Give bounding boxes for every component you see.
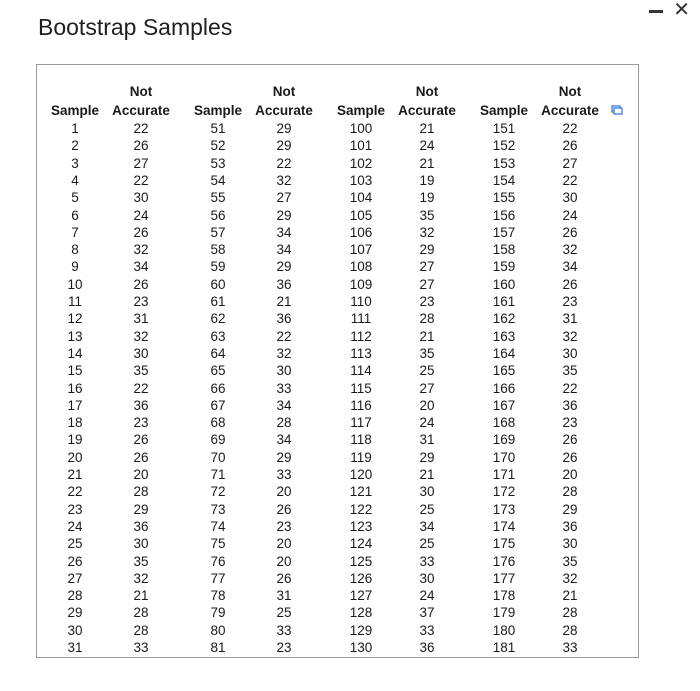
not-accurate-value: 30: [562, 345, 578, 361]
sample-number: 77: [210, 570, 226, 586]
sample-number: 100: [349, 121, 373, 136]
sample-number: 111: [350, 311, 372, 327]
not-accurate-value: 32: [562, 570, 578, 586]
sample-number: 180: [492, 622, 516, 638]
sample-number: 110: [350, 294, 372, 309]
not-accurate-value: 20: [419, 397, 435, 413]
sample-number: 6: [71, 207, 79, 223]
not-accurate-value: 23: [562, 294, 578, 309]
not-accurate-value: 32: [276, 172, 292, 188]
column-header-accurate: Accurate: [398, 103, 456, 118]
not-accurate-value: 23: [419, 294, 435, 309]
sample-number: 62: [210, 311, 226, 327]
not-accurate-value: 30: [133, 536, 149, 552]
bootstrap-samples-table: [36, 64, 639, 658]
not-accurate-value: 29: [419, 449, 435, 465]
sample-number: 76: [210, 553, 226, 569]
sample-number: 113: [350, 345, 372, 361]
not-accurate-value: 24: [419, 415, 435, 431]
not-accurate-value: 32: [562, 328, 578, 344]
sample-number: 114: [350, 363, 372, 379]
sample-number: 25: [67, 536, 83, 552]
not-accurate-value: 26: [133, 449, 149, 465]
sample-number: 12: [67, 311, 83, 327]
sample-number: 65: [210, 363, 226, 379]
sample-number: 69: [210, 432, 226, 448]
not-accurate-value: 24: [419, 588, 435, 604]
not-accurate-value: 31: [562, 311, 578, 327]
not-accurate-value: 26: [133, 276, 149, 292]
sample-number: 162: [492, 311, 516, 327]
not-accurate-value: 31: [419, 432, 435, 448]
sample-number: 102: [349, 155, 373, 171]
sample-number: 117: [350, 415, 372, 431]
not-accurate-value: 22: [562, 121, 578, 136]
sample-number: 81: [210, 640, 226, 655]
sample-number: 158: [492, 242, 516, 258]
not-accurate-value: 27: [419, 380, 435, 396]
not-accurate-value: 22: [562, 380, 578, 396]
sample-number: 8: [71, 242, 79, 258]
not-accurate-value: 19: [419, 190, 435, 206]
sample-number: 70: [210, 449, 226, 465]
sample-number: 151: [492, 121, 516, 136]
not-accurate-value: 26: [276, 570, 292, 586]
not-accurate-value: 23: [133, 294, 149, 309]
not-accurate-value: 21: [562, 588, 578, 604]
not-accurate-value: 30: [562, 190, 578, 206]
sample-number: 172: [492, 484, 516, 500]
not-accurate-value: 36: [133, 397, 149, 413]
not-accurate-value: 25: [419, 536, 435, 552]
not-accurate-value: 29: [133, 501, 149, 517]
sample-number: 153: [492, 155, 516, 171]
sample-number: 118: [350, 432, 372, 448]
sample-number: 165: [492, 363, 516, 379]
sample-number: 53: [210, 155, 226, 171]
not-accurate-value: 26: [562, 138, 578, 154]
not-accurate-value: 22: [276, 328, 292, 344]
not-accurate-value: 36: [419, 640, 435, 655]
column-header-sample: Sample: [193, 103, 243, 118]
sample-number: 52: [210, 138, 226, 154]
copy-icon[interactable]: [611, 105, 623, 115]
not-accurate-value: 32: [133, 242, 149, 258]
sample-number: 19: [67, 432, 83, 448]
sample-number: 171: [492, 467, 516, 482]
sample-number: 128: [349, 605, 373, 621]
sample-number: 159: [492, 259, 516, 275]
sample-number: 101: [349, 138, 373, 154]
sample-number: 13: [67, 328, 83, 344]
not-accurate-value: 21: [419, 328, 435, 344]
sample-number: 58: [210, 242, 226, 258]
not-accurate-value: 28: [562, 605, 578, 621]
sample-number: 67: [210, 397, 226, 413]
window-controls: [649, 0, 690, 20]
sample-number: 71: [210, 467, 226, 482]
sample-number: 31: [67, 640, 83, 655]
column-header-not: Not: [415, 84, 439, 99]
not-accurate-value: 35: [133, 363, 149, 379]
sample-number: 106: [349, 224, 373, 240]
not-accurate-value: 26: [276, 501, 292, 517]
sample-number: 64: [210, 345, 226, 361]
sample-number: 156: [492, 207, 516, 223]
not-accurate-value: 33: [562, 640, 578, 655]
sample-number: 152: [492, 138, 516, 154]
not-accurate-value: 31: [133, 311, 149, 327]
not-accurate-value: 33: [133, 640, 149, 655]
not-accurate-value: 32: [276, 345, 292, 361]
sample-number: 108: [349, 259, 373, 275]
sample-number: 74: [210, 518, 226, 534]
not-accurate-value: 26: [133, 432, 149, 448]
not-accurate-value: 27: [276, 190, 292, 206]
not-accurate-value: 29: [276, 138, 292, 154]
sample-number: 167: [492, 397, 516, 413]
not-accurate-value: 20: [276, 484, 292, 500]
sample-number: 17: [67, 397, 83, 413]
not-accurate-value: 22: [133, 380, 149, 396]
not-accurate-value: 35: [419, 345, 435, 361]
not-accurate-value: 33: [276, 380, 292, 396]
sample-number: 29: [67, 605, 83, 621]
sample-number: 22: [67, 484, 83, 500]
sample-number: 179: [492, 605, 516, 621]
sample-number: 166: [492, 380, 516, 396]
not-accurate-value: 27: [419, 259, 435, 275]
not-accurate-value: 34: [133, 259, 149, 275]
not-accurate-value: 22: [133, 121, 149, 136]
close-icon[interactable]: ✕: [673, 0, 690, 21]
sample-number: 161: [492, 294, 516, 309]
sample-number: 115: [350, 380, 372, 396]
column-header-not: Not: [558, 84, 582, 99]
not-accurate-value: 22: [562, 172, 578, 188]
not-accurate-value: 35: [419, 207, 435, 223]
sample-number: 177: [492, 570, 516, 586]
sample-number: 170: [492, 449, 516, 465]
column-header-sample: Sample: [479, 103, 529, 118]
not-accurate-value: 20: [276, 553, 292, 569]
sample-number: 121: [349, 484, 373, 500]
not-accurate-value: 22: [276, 155, 292, 171]
not-accurate-value: 29: [562, 501, 578, 517]
not-accurate-value: 23: [276, 518, 292, 534]
sample-number: 127: [349, 588, 373, 604]
not-accurate-value: 28: [562, 622, 578, 638]
not-accurate-value: 26: [562, 449, 578, 465]
not-accurate-value: 29: [276, 207, 292, 223]
column-header-accurate: Accurate: [112, 103, 170, 118]
column-header-accurate: Accurate: [255, 103, 313, 118]
sample-number: 168: [492, 415, 516, 431]
not-accurate-value: 19: [419, 172, 435, 188]
not-accurate-value: 33: [419, 622, 435, 638]
sample-number: 20: [67, 449, 83, 465]
sample-number: 104: [349, 190, 373, 206]
not-accurate-value: 28: [562, 484, 578, 500]
not-accurate-value: 26: [562, 432, 578, 448]
not-accurate-value: 25: [419, 363, 435, 379]
not-accurate-value: 25: [276, 605, 292, 621]
sample-number: 1: [71, 121, 79, 136]
sample-number: 16: [67, 380, 83, 396]
sample-number: 73: [210, 501, 226, 517]
sample-number: 7: [71, 224, 79, 240]
not-accurate-value: 33: [419, 553, 435, 569]
not-accurate-value: 36: [276, 276, 292, 292]
not-accurate-value: 24: [133, 207, 149, 223]
not-accurate-value: 26: [133, 138, 149, 154]
not-accurate-value: 31: [276, 588, 292, 604]
sample-number: 129: [349, 622, 373, 638]
sample-number: 9: [71, 259, 79, 275]
column-header-not: Not: [129, 84, 153, 99]
not-accurate-value: 27: [562, 155, 578, 171]
not-accurate-value: 23: [562, 415, 578, 431]
sample-number: 68: [210, 415, 226, 431]
column-header-not: Not: [272, 84, 296, 99]
not-accurate-value: 35: [562, 553, 578, 569]
not-accurate-value: 28: [133, 605, 149, 621]
sample-number: 72: [210, 484, 226, 500]
sample-number: 181: [492, 640, 516, 655]
not-accurate-value: 23: [133, 415, 149, 431]
not-accurate-value: 21: [419, 121, 435, 136]
sample-number: 15: [67, 363, 83, 379]
not-accurate-value: 34: [276, 242, 292, 258]
not-accurate-value: 21: [419, 155, 435, 171]
not-accurate-value: 35: [133, 553, 149, 569]
sample-number: 61: [210, 294, 226, 309]
not-accurate-value: 22: [133, 172, 149, 188]
not-accurate-value: 35: [562, 363, 578, 379]
sample-number: 59: [210, 259, 226, 275]
not-accurate-value: 26: [133, 224, 149, 240]
sample-number: 26: [67, 553, 83, 569]
not-accurate-value: 28: [133, 484, 149, 500]
not-accurate-value: 20: [133, 467, 149, 482]
sample-number: 160: [492, 276, 516, 292]
sample-number: 109: [349, 276, 373, 292]
not-accurate-value: 32: [419, 224, 435, 240]
not-accurate-value: 28: [133, 622, 149, 638]
not-accurate-value: 20: [562, 467, 578, 482]
sample-number: 27: [67, 570, 83, 586]
not-accurate-value: 36: [133, 518, 149, 534]
sample-number: 112: [350, 328, 372, 344]
not-accurate-value: 24: [419, 138, 435, 154]
sample-number: 14: [67, 345, 83, 361]
not-accurate-value: 28: [419, 311, 435, 327]
sample-number: 57: [210, 224, 226, 240]
sample-number: 163: [492, 328, 516, 344]
sample-number: 56: [210, 207, 226, 223]
sample-number: 60: [210, 276, 226, 292]
sample-number: 23: [67, 501, 83, 517]
sample-number: 103: [349, 172, 373, 188]
not-accurate-value: 36: [276, 311, 292, 327]
not-accurate-value: 21: [276, 294, 292, 309]
not-accurate-value: 26: [562, 224, 578, 240]
sample-number: 75: [210, 536, 226, 552]
sample-number: 124: [349, 536, 373, 552]
not-accurate-value: 37: [419, 605, 435, 621]
sample-number: 154: [492, 172, 516, 188]
sample-number: 126: [349, 570, 373, 586]
sample-number: 21: [67, 467, 83, 482]
not-accurate-value: 34: [276, 397, 292, 413]
sample-number: 2: [71, 138, 79, 154]
not-accurate-value: 29: [276, 259, 292, 275]
not-accurate-value: 27: [419, 276, 435, 292]
sample-number: 80: [210, 622, 226, 638]
not-accurate-value: 25: [419, 501, 435, 517]
column-header-sample: Sample: [50, 103, 100, 118]
sample-number: 63: [210, 328, 226, 344]
sample-number: 18: [67, 415, 83, 431]
not-accurate-value: 34: [276, 432, 292, 448]
page-title: Bootstrap Samples: [38, 14, 233, 40]
sample-number: 119: [350, 449, 372, 465]
sample-number: 175: [492, 536, 516, 552]
column-header-sample: Sample: [336, 103, 386, 118]
not-accurate-value: 20: [276, 536, 292, 552]
not-accurate-value: 27: [133, 155, 149, 171]
not-accurate-value: 36: [562, 518, 578, 534]
not-accurate-value: 34: [419, 518, 435, 534]
sample-number: 125: [349, 553, 373, 569]
sample-number: 28: [67, 588, 83, 604]
not-accurate-value: 29: [276, 121, 292, 136]
sample-number: 3: [71, 155, 79, 171]
not-accurate-value: 30: [419, 570, 435, 586]
sample-number: 105: [349, 207, 373, 223]
sample-number: 155: [492, 190, 516, 206]
sample-number: 54: [210, 172, 226, 188]
sample-number: 157: [492, 224, 516, 240]
sample-number: 176: [492, 553, 516, 569]
not-accurate-value: 32: [562, 242, 578, 258]
not-accurate-value: 36: [562, 397, 578, 413]
sample-number: 123: [349, 518, 373, 534]
sample-number: 51: [210, 121, 226, 136]
not-accurate-value: 21: [419, 467, 435, 482]
not-accurate-value: 23: [276, 640, 292, 655]
not-accurate-value: 26: [562, 276, 578, 292]
sample-number: 79: [210, 605, 226, 621]
not-accurate-value: 33: [276, 467, 292, 482]
not-accurate-value: 30: [133, 190, 149, 206]
not-accurate-value: 30: [133, 345, 149, 361]
not-accurate-value: 32: [133, 328, 149, 344]
sample-number: 4: [71, 172, 79, 188]
not-accurate-value: 34: [562, 259, 578, 275]
sample-number: 174: [492, 518, 516, 534]
not-accurate-value: 30: [419, 484, 435, 500]
sample-number: 173: [492, 501, 516, 517]
not-accurate-value: 24: [562, 207, 578, 223]
column-header-accurate: Accurate: [541, 103, 599, 118]
not-accurate-value: 33: [276, 622, 292, 638]
sample-number: 55: [210, 190, 226, 206]
sample-number: 11: [67, 294, 82, 309]
sample-number: 107: [349, 242, 373, 258]
sample-number: 178: [492, 588, 516, 604]
sample-number: 30: [67, 622, 83, 638]
not-accurate-value: 34: [276, 224, 292, 240]
not-accurate-value: 29: [276, 449, 292, 465]
sample-number: 122: [349, 501, 373, 517]
not-accurate-value: 29: [419, 242, 435, 258]
not-accurate-value: 21: [133, 588, 149, 604]
sample-number: 116: [350, 397, 372, 413]
not-accurate-value: 32: [133, 570, 149, 586]
sample-number: 169: [492, 432, 516, 448]
not-accurate-value: 30: [562, 536, 578, 552]
sample-number: 66: [210, 380, 226, 396]
sample-number: 164: [492, 345, 516, 361]
sample-number: 5: [71, 190, 79, 206]
sample-number: 120: [349, 467, 373, 482]
sample-number: 24: [67, 518, 83, 534]
sample-number: 130: [349, 640, 373, 655]
sample-number: 78: [210, 588, 226, 604]
minimize-icon[interactable]: [649, 10, 663, 13]
not-accurate-value: 30: [276, 363, 292, 379]
sample-number: 10: [67, 276, 83, 292]
not-accurate-value: 28: [276, 415, 292, 431]
